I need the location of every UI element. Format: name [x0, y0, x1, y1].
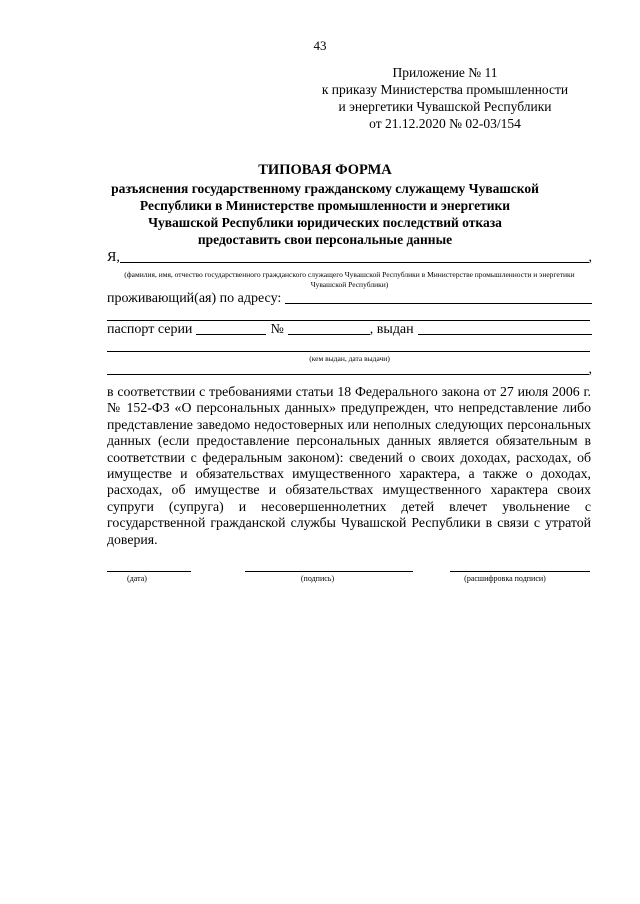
form-subtitle: разъяснения государственному гражданскому служащему Чувашской Республики в Министерстве промышленности и энергетики Чувашской Республики юридических последствий отказа предоставить свои персональные данные	[111, 181, 539, 247]
i-suffix: ,	[588, 250, 592, 265]
date-field[interactable]	[107, 571, 191, 572]
issued-field-note: (кем выдан, дата выдачи)	[309, 354, 390, 363]
passport-row	[107, 322, 592, 338]
address-field-continued[interactable]	[107, 320, 590, 321]
issued-by-field-continued[interactable]	[107, 351, 590, 352]
page-number: 43	[313, 38, 327, 53]
extra-field[interactable]	[107, 374, 589, 375]
address-label: проживающий(ая) по адресу:	[107, 291, 282, 306]
form-title: ТИПОВАЯ ФОРМА	[258, 162, 392, 178]
appendix-line-4: от 21.12.2020 № 02-03/154	[369, 116, 521, 131]
body-paragraph: в соответствии с требованиями статьи 18 Федерального закона от 27 июля 2006 г. № 152-ФЗ «О персональных данных» предупрежден, что непредставление либо представление заведомо недостоверных или неполных следующих персональных данных (если предоставление персональных данных является обязательным в соответствии с федеральным законом): сведений о своих доходах, расходах, об имуществе и обязательствах имущественного характера, а также о доходах, расходах, об имуществе и обязательствах имущественного характера своих супруги (супруга) и несовершеннолетних детей влечет увольнение с государственной гражданской службы Чувашской Республики в связи с утратой доверия.	[107, 384, 591, 547]
signature-label: (подпись)	[300, 574, 335, 583]
appendix-line-1: Приложение № 11	[392, 65, 498, 80]
signature-field[interactable]	[245, 571, 413, 572]
name-row	[107, 250, 592, 266]
name-field-note: (фамилия, имя, отчество государственного гражданского служащего Чувашской Республики в Министерстве промышленности и энергетики Чувашской Республики)	[124, 270, 575, 289]
extra-row	[107, 362, 592, 378]
full-name-field[interactable]	[120, 262, 589, 263]
issued-label: , выдан	[369, 322, 414, 337]
issued-by-field[interactable]	[418, 334, 592, 335]
extra-comma: ,	[588, 362, 592, 377]
i-prefix: Я,	[107, 250, 120, 265]
address-row	[107, 291, 592, 307]
signature-decode-label: (расшифровка подписи)	[464, 574, 546, 583]
passport-series-field[interactable]	[196, 334, 266, 335]
address-field[interactable]	[285, 303, 592, 304]
signature-decode-field[interactable]	[450, 571, 590, 572]
passport-series-label: паспорт серии	[107, 322, 193, 337]
appendix-line-3: и энергетики Чувашской Республики	[338, 99, 552, 114]
date-label: (дата)	[127, 574, 147, 583]
appendix-block	[300, 64, 590, 132]
appendix-line-2: к приказу Министерства промышленности	[321, 82, 569, 97]
passport-number-field[interactable]	[288, 334, 370, 335]
passport-number-label: №	[270, 322, 284, 337]
